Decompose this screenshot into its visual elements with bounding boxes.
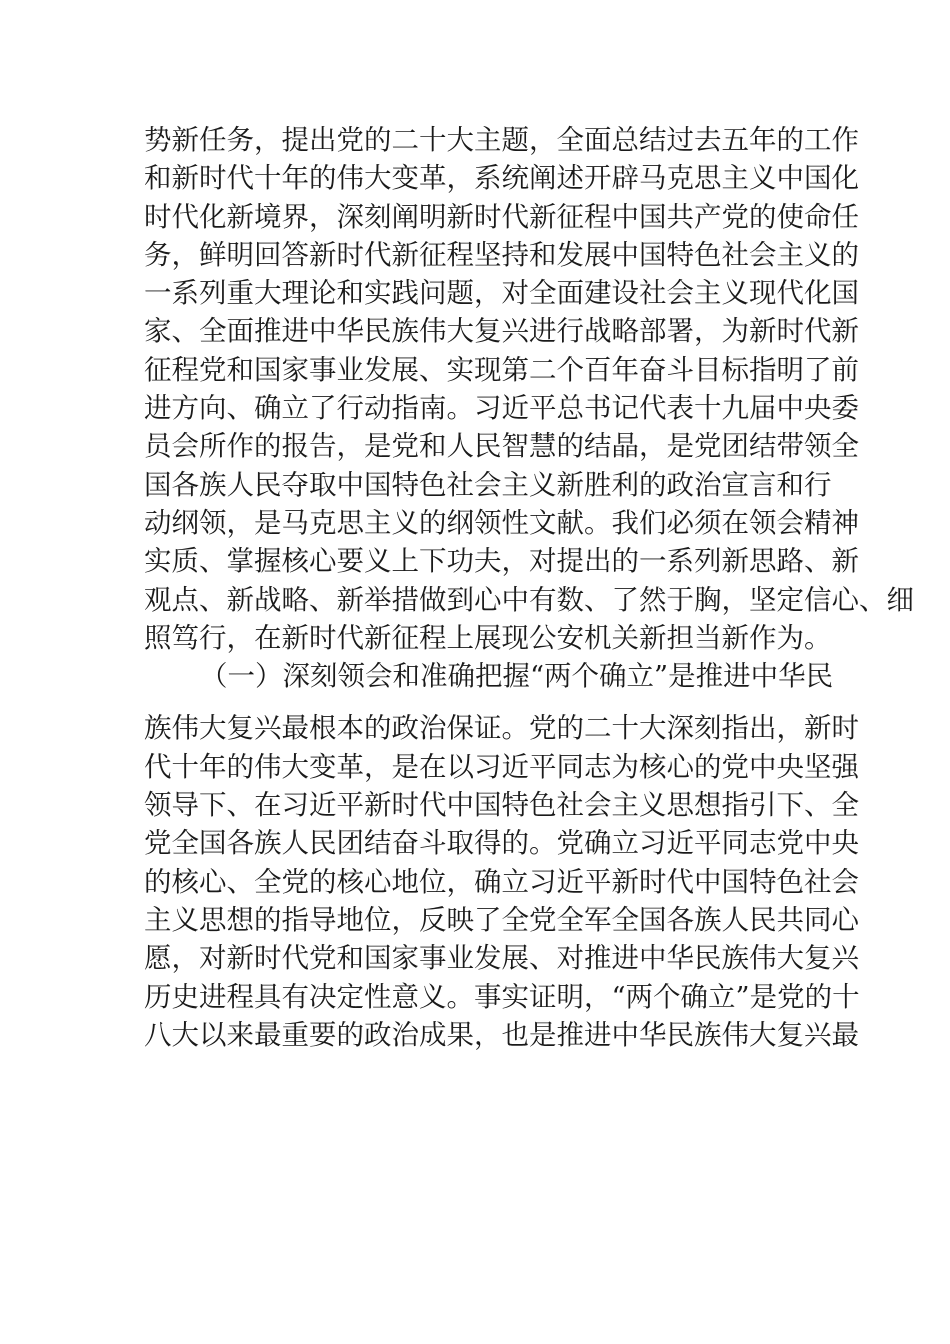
body2-line-2: 代十年的伟大变革，是在以习近平同志为核心的党中央坚强: [144, 750, 859, 783]
body-line-3: 时代化新境界，深刻阐明新时代新征程中国共产党的使命任: [144, 200, 859, 233]
body2-line-6: 主义思想的指导地位，反映了全党全军全国各族人民共同心: [144, 903, 859, 936]
body2-line-8: 历史进程具有决定性意义。事实证明，“两个确立”是党的十: [144, 980, 860, 1013]
paragraph-gap: [144, 695, 824, 709]
document-body: [144, 121, 914, 1054]
body-line-1: 势新任务，提出党的二十大主题，全面总结过去五年的工作: [144, 124, 859, 156]
body-line-11: 动纲领，是马克思主义的纲领性文献。我们必须在领会精神: [144, 506, 859, 539]
body-line-14: 照笃行，在新时代新征程上展现公安机关新担当新作为。: [144, 621, 832, 654]
body-line-10: 国各族人民夺取中国特色社会主义新胜利的政治宣言和行: [144, 468, 832, 501]
body-line-2: 和新时代十年的伟大变革，系统阐述开辟马克思主义中国化: [144, 162, 859, 195]
body2-line-4: 党全国各族人民团结奋斗取得的。党确立习近平同志党中央: [144, 827, 859, 860]
section-heading: （一）深刻领会和准确把握“两个确立”是推进中华民: [200, 660, 834, 693]
body-line-5: 一系列重大理论和实践问题，对全面建设社会主义现代化国: [144, 277, 859, 310]
body-line-13: 观点、新战略、新举措做到心中有数、了然于胸，坚定信心、细: [144, 583, 914, 616]
body2-line-1: 族伟大复兴最根本的政治保证。党的二十大深刻指出，新时: [144, 712, 859, 745]
body2-line-3: 领导下、在习近平新时代中国特色社会主义思想指引下、全: [144, 789, 859, 822]
body-line-6: 家、全面推进中华民族伟大复兴进行战略部署，为新时代新: [144, 315, 859, 348]
body2-line-9: 八大以来最重要的政治成果，也是推进中华民族伟大复兴最: [144, 1018, 859, 1051]
body-line-4: 务，鲜明回答新时代新征程坚持和发展中国特色社会主义的: [144, 238, 859, 271]
body-line-12: 实质、掌握核心要义上下功夫，对提出的一系列新思路、新: [144, 545, 859, 578]
body2-line-5: 的核心、全党的核心地位，确立习近平新时代中国特色社会: [144, 865, 859, 898]
body-line-9: 员会所作的报告，是党和人民智慧的结晶，是党团结带领全: [144, 430, 859, 463]
body-line-8: 进方向、确立了行动指南。习近平总书记代表十九届中央委: [144, 392, 859, 425]
body-line-7: 征程党和国家事业发展、实现第二个百年奋斗目标指明了前: [144, 353, 859, 386]
body2-line-7: 愿，对新时代党和国家事业发展、对推进中华民族伟大复兴: [144, 942, 859, 975]
